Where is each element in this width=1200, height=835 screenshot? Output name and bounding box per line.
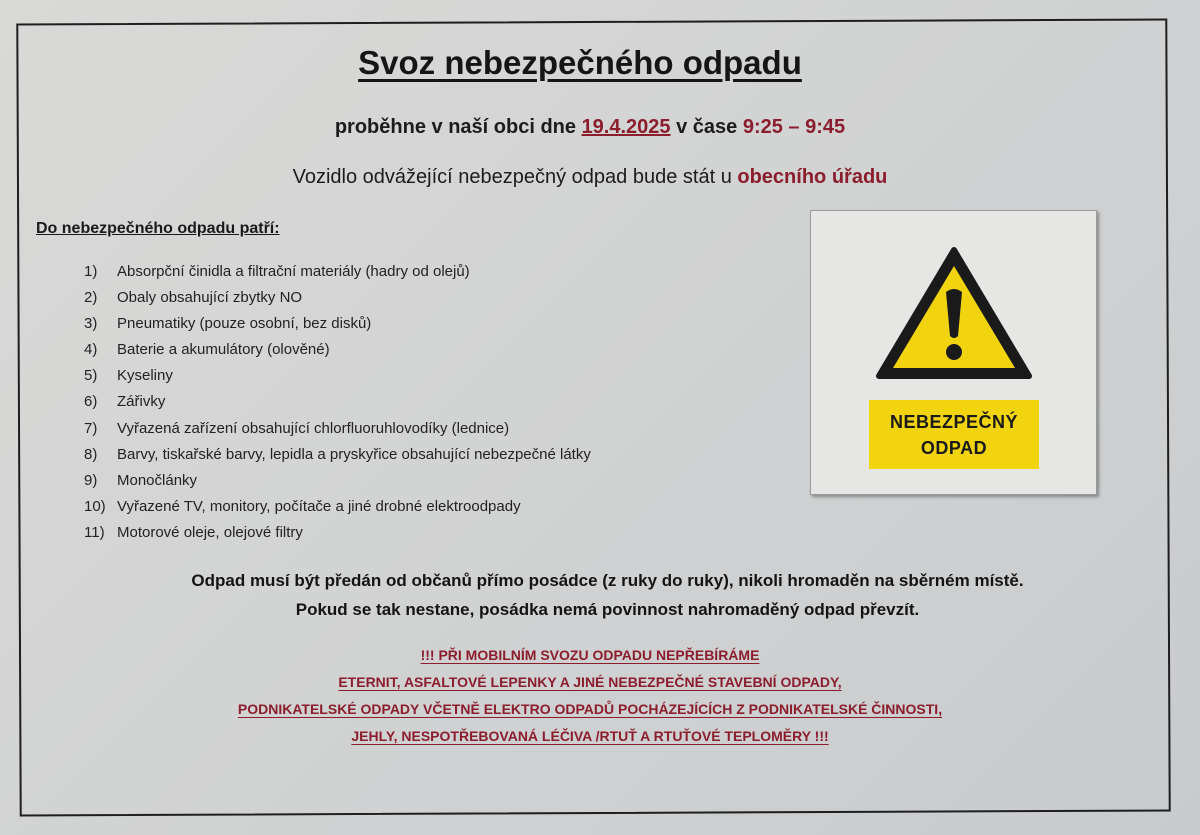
schedule-line — [0, 116, 1180, 139]
warning-line-1: !!! PŘI MOBILNÍM SVOZU ODPADU NEPŘEBÍRÁME — [420, 647, 760, 663]
item-number: 1) — [84, 263, 98, 280]
item-number: 9) — [84, 471, 98, 489]
list-item — [84, 523, 591, 549]
warning-line-4: JEHLY, NESPOTŘEBOVANÁ LÉČIVA /RTUŤ A RTUŤOVÉ TEPLOMĚRY !!! — [351, 728, 829, 744]
item-number: 2) — [84, 289, 98, 307]
list-item — [84, 497, 591, 523]
list-item — [84, 366, 591, 392]
item-number: 8) — [84, 445, 98, 463]
list-item — [84, 340, 591, 366]
item-text: Absorpční činidla a filtrační materiály (hadry od olejů) — [117, 263, 470, 280]
schedule-middle: v čase — [670, 116, 743, 138]
not-accepted-warning — [0, 642, 1180, 750]
warning-triangle-icon — [873, 244, 1035, 384]
item-text: Motorové oleje, olejové filtry — [117, 523, 303, 541]
item-number: 10) — [84, 497, 106, 515]
page-title — [0, 44, 1160, 82]
schedule-prefix: proběhne v naší obci dne — [334, 116, 582, 138]
item-number: 7) — [84, 419, 98, 437]
item-text: Pneumatiky (pouze osobní, bez disků) — [117, 315, 372, 333]
item-number: 5) — [84, 367, 98, 385]
handover-notice — [0, 566, 1200, 624]
item-number: 6) — [84, 393, 98, 411]
sign-label-line2: ODPAD — [920, 437, 988, 458]
location-prefix: Vozidlo odvážející nebezpečný odpad bude stát u — [292, 166, 738, 188]
list-item — [84, 471, 591, 497]
list-item — [84, 419, 591, 445]
item-text: Monočlánky — [117, 471, 198, 489]
item-text: Vyřazené TV, monitory, počítače a jiné drobné elektroodpady — [117, 497, 521, 515]
list-item — [84, 262, 591, 288]
notice-line-1: Odpad musí být předán od občanů přímo posádce (z ruky do ruky), nikoli hromaděn na sběrném místě. — [191, 571, 1024, 590]
collection-date: 19.4.2025 — [581, 116, 671, 138]
item-text: Zářivky — [117, 393, 166, 411]
hazardous-waste-list — [84, 262, 591, 549]
warning-line-2: ETERNIT, ASFALTOVÉ LEPENKY A JINÉ NEBEZPEČNÉ STAVEBNÍ ODPADY, — [338, 674, 842, 690]
item-text: Vyřazená zařízení obsahující chlorfluoruhlovodíky (lednice) — [117, 419, 510, 437]
list-item — [84, 445, 591, 471]
item-number: 11) — [84, 523, 105, 541]
item-number: 3) — [84, 315, 98, 333]
sign-label — [869, 400, 1039, 469]
item-text: Baterie a akumulátory (olověné) — [117, 341, 330, 359]
sign-label-line1: NEBEZPEČNÝ — [889, 411, 1019, 432]
list-item — [84, 288, 591, 314]
item-number: 4) — [84, 341, 98, 359]
item-text: Barvy, tiskařské barvy, lepidla a pryskyřice obsahující nebezpečné látky — [117, 445, 591, 463]
item-text: Obaly obsahující zbytky NO — [117, 289, 303, 307]
list-heading: Do nebezpečného odpadu patří: — [36, 220, 280, 237]
title-text: Svoz nebezpečného odpadu — [358, 44, 802, 81]
notice-line-2: Pokud se tak nestane, posádka nemá povinnost nahromaděný odpad převzít. — [295, 600, 920, 619]
location-line — [0, 166, 1180, 189]
collection-time: 9:25 – 9:45 — [742, 116, 846, 138]
list-item — [84, 392, 591, 418]
item-text: Kyseliny — [117, 367, 173, 385]
hazard-sign — [810, 210, 1097, 495]
location-place: obecního úřadu — [737, 166, 888, 188]
list-item — [84, 314, 591, 340]
warning-line-3: PODNIKATELSKÉ ODPADY VČETNĚ ELEKTRO ODPADŮ POCHÁZEJÍCÍCH Z PODNIKATELSKÉ ČINNOSTI, — [237, 701, 943, 717]
